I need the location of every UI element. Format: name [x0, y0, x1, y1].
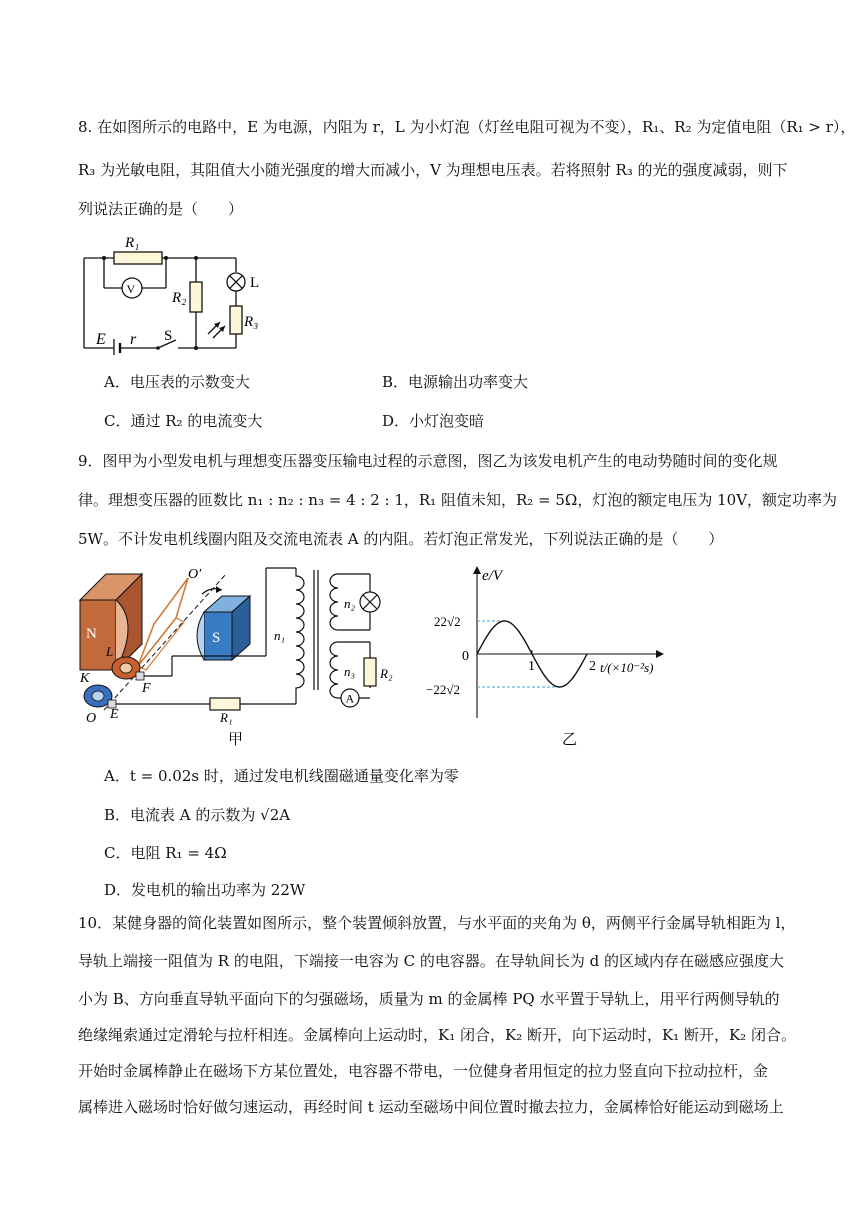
q10-stem-line1: 10．某健身器的简化装置如图所示，整个装置倾斜放置，与水平面的夹角为 θ，两侧平行金属导轨相距为 l， — [78, 914, 796, 932]
ring-l-label: L — [106, 644, 114, 659]
r3-label: R₃ — [244, 314, 259, 330]
y-axis-arrow-icon — [473, 566, 481, 574]
north-pole-label: N — [86, 626, 97, 642]
q9-option-d: D．发电机的输出功率为 22W — [104, 881, 306, 899]
voltmeter-label: V — [126, 282, 136, 296]
r1-label: R₁ — [125, 235, 140, 251]
y-axis-label: e/V — [482, 568, 502, 584]
q8-stem-line2: R₃ 为光敏电阻，其阻值大小随光强度的增大而减小，V 为理想电压表。若将照射 R₃ 的光的强度减弱，则下 — [78, 161, 788, 179]
q8-option-a: A．电压表的示数变大 — [104, 373, 250, 391]
internal-resistance-label: r — [130, 331, 137, 348]
r2-label: R₂ — [172, 290, 187, 306]
fig-r2-label: R₂ — [380, 666, 393, 681]
q9-option-b: B．电流表 A 的示数为 √2A — [104, 806, 291, 824]
south-pole-label: S — [212, 630, 221, 646]
emf-time-graph — [420, 560, 680, 750]
x-tick-label-1: 1 — [528, 659, 535, 674]
x-axis-label: t/(×10⁻²s) — [600, 660, 654, 675]
q9-option-a: A．t = 0.02s 时，通过发电机线圈磁通量变化率为零 — [104, 767, 459, 785]
q8-stem-line1: 8. 在如图所示的电路中，E 为电源，内阻为 r，L 为小灯泡（灯丝电阻可视为不变），R₁、R₂ 为定值电阻（R₁ > r）， — [78, 118, 856, 136]
q10-stem-line6: 属棒进入磁场时恰好做匀速运动，再经时间 t 运动至磁场中间位置时撤去拉力，金属棒恰好能运动到磁场上 — [78, 1098, 784, 1116]
switch-label: S — [164, 328, 173, 344]
q9-stem-line2: 律。理想变压器的匝数比 n₁ : n₂ : n₃ = 4 : 2 : 1，R₁ 阻值未知，R₂ = 5Ω，灯泡的额定电压为 10V，额定功率为 — [78, 491, 838, 509]
q9-stem-line3: 5W。不计发电机线圈内阻及交流电流表 A 的内阻。若灯泡正常发光，下列说法正确的是（ ） — [78, 530, 724, 548]
ring-k-label: K — [80, 671, 90, 686]
fig-r1-label: R₁ — [220, 710, 233, 725]
ammeter-label: A — [345, 691, 355, 706]
q8-circuit-diagram — [78, 230, 278, 355]
emf-label: E — [96, 331, 106, 348]
q8-option-b: B．电源输出功率变大 — [382, 373, 529, 391]
y-tick-bottom: −22√2 — [426, 682, 460, 697]
brush-f-label: F — [142, 681, 151, 696]
figure-jia-caption: 甲 — [228, 732, 244, 748]
q10-stem-line3: 小为 B、方向垂直导轨平面向下的匀强磁场，质量为 m 的金属棒 PQ 水平置于导轨上，用平行两侧导轨的 — [78, 990, 780, 1008]
q9-option-c: C．电阻 R₁ = 4Ω — [104, 844, 227, 862]
n2-label: n₂ — [344, 596, 356, 611]
q10-stem-line2: 导轨上端接一阻值为 R 的电阻，下端接一电容为 C 的电容器。在导轨间长为 d 的区域内存在磁感应强度大 — [78, 952, 784, 970]
y-tick-top: 22√2 — [434, 614, 461, 629]
n1-label: n₁ — [274, 628, 286, 643]
q9-stem-line1: 9．图甲为小型发电机与理想变压器变压输电过程的示意图，图乙为该发电机产生的电动势随时间的变化规 — [78, 452, 778, 470]
q8-stem-line3: 列说法正确的是（ ） — [78, 200, 244, 218]
y-tick-zero: 0 — [462, 649, 469, 664]
n3-label: n₃ — [344, 664, 356, 679]
axis-o-label: O — [86, 711, 97, 726]
brush-e-label: E — [110, 707, 119, 722]
figure-yi-caption: 乙 — [562, 732, 578, 748]
axis-o-prime-label: O′ — [188, 567, 202, 582]
x-axis-arrow-icon — [656, 650, 664, 658]
lamp-label: L — [250, 275, 260, 291]
q10-stem-line4: 绝缘绳索通过定滑轮与拉杆相连。金属棒向上运动时，K₁ 闭合，K₂ 断开，向下运动时，K₁ 断开，K₂ 闭合。 — [78, 1026, 796, 1044]
x-tick-label-2: 2 — [589, 659, 596, 674]
q8-option-d: D．小灯泡变暗 — [382, 412, 485, 430]
q8-option-c: C．通过 R₂ 的电流变大 — [104, 412, 263, 430]
q10-stem-line5: 开始时金属棒静止在磁场下方某位置处，电容器不带电，一位健身者用恒定的拉力竖直向下拉动拉杆，金 — [78, 1062, 769, 1080]
generator-transformer-figure — [76, 560, 406, 750]
